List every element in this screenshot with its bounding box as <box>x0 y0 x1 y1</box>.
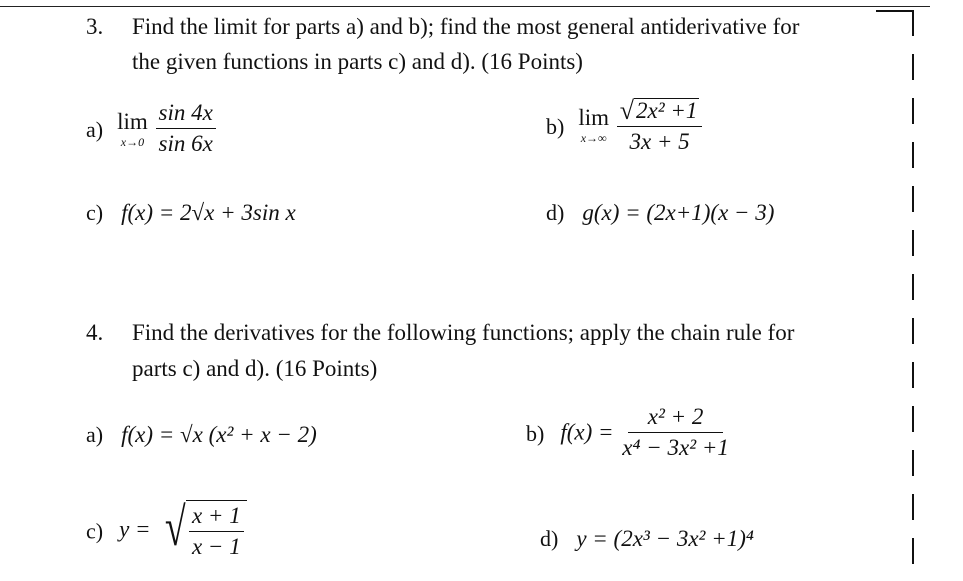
q3-part-b <box>546 96 702 155</box>
fraction: √ 2x² +1 3x + 5 <box>617 96 703 155</box>
q3-text-line2: the given functions in parts c) and d). (16 Points) <box>132 49 583 74</box>
q4-number: 4. <box>86 320 104 345</box>
part-label: b) <box>526 421 545 447</box>
q3-part-c <box>86 200 296 226</box>
part-label: a) <box>86 117 104 143</box>
q3-number: 3. <box>86 14 104 39</box>
part-label: b) <box>546 113 565 139</box>
q4-part-d <box>540 526 754 552</box>
expression: g(x) = (2x+1)(x − 3) <box>582 200 775 225</box>
part-label: a) <box>86 422 104 447</box>
margin-tick <box>876 10 912 12</box>
q4-part-a <box>86 422 317 448</box>
right-margin-line <box>912 10 914 581</box>
part-label: c) <box>86 518 104 544</box>
expression: y = (2x³ − 3x² +1)⁴ <box>576 526 754 551</box>
lhs: y = <box>119 517 151 542</box>
part-label: d) <box>546 200 565 225</box>
expression: f(x) = √x (x² + x − 2) <box>121 422 317 447</box>
part-label: c) <box>86 200 104 225</box>
part-label: d) <box>540 526 559 551</box>
top-rule <box>0 6 930 7</box>
lhs: f(x) = <box>560 419 614 445</box>
q4-text-line1: Find the derivatives for the following functions; apply the chain rule for <box>132 320 795 345</box>
fraction: $\frac{\sin 4x}{\sin 6x}$ <box>156 100 216 157</box>
square-root: √ $\frac{x + 1}{x - 1}$ <box>156 500 246 560</box>
q4-part-c <box>86 497 247 560</box>
expression: f(x) = 2√x + 3sin x <box>121 200 296 225</box>
limit-operator: lim x→0 <box>117 108 148 149</box>
limit-operator: lim x→∞ <box>578 105 609 146</box>
q3-part-d <box>546 200 774 226</box>
q3-part-a <box>86 100 216 157</box>
fraction: $\frac{\text{x² + 2}}{\text{x⁴ − 3x² +1}}$ <box>622 404 729 460</box>
q4-text-line2: parts c) and d). (16 Points) <box>132 356 378 381</box>
q3-text-line1: Find the limit for parts a) and b); find the most general antiderivative for <box>132 14 800 39</box>
q4-part-b <box>526 404 732 461</box>
fraction: $\frac{x + 1}{x - 1}$ <box>189 503 244 560</box>
